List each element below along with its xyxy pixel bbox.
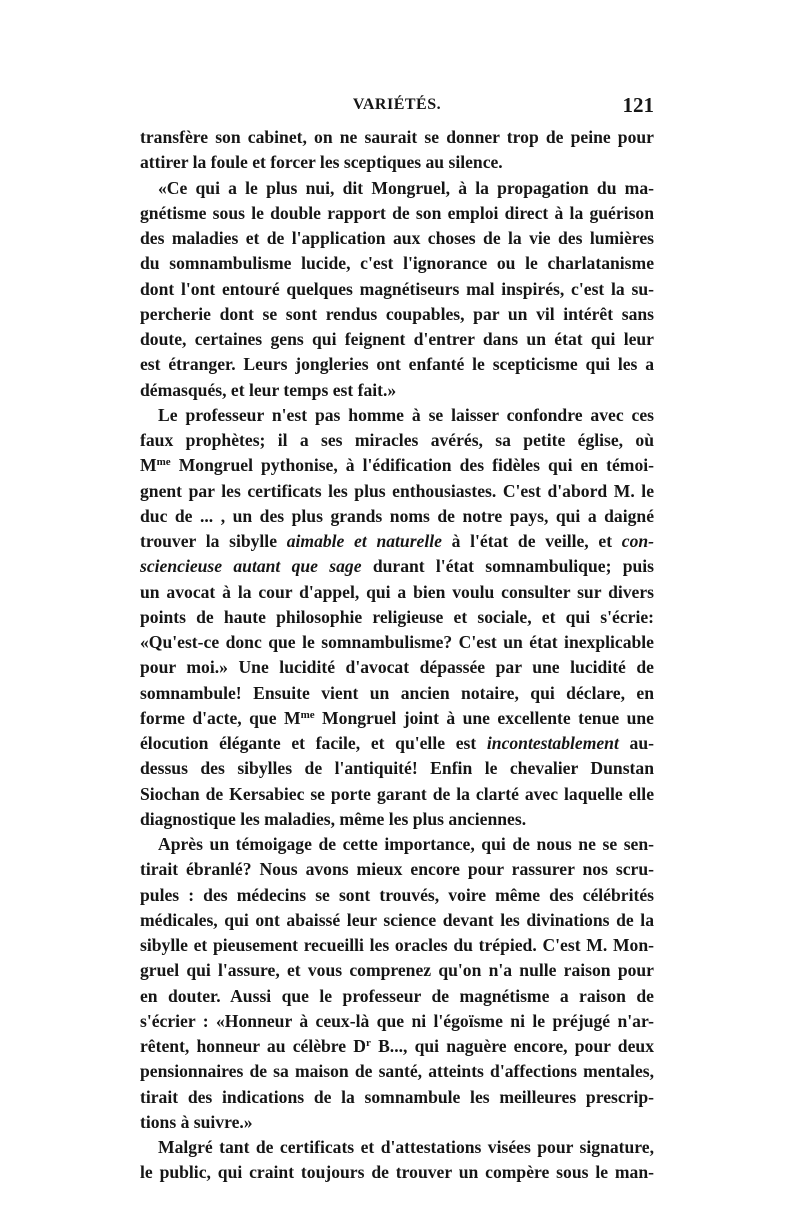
text-line <box>140 756 654 781</box>
text-segment: le public, qui craint toujours de trouver un compère sous le man- <box>140 1162 654 1183</box>
page-number: 121 <box>622 93 654 117</box>
text-segment: points de haute philosophie religieuse et sociale, et qui s'écrie: <box>140 606 654 627</box>
italic-text: aimable et naturelle <box>286 531 442 551</box>
text-segment: du somnambulisme lucide, c'est l'ignorance ou le charlatanisme <box>140 253 654 274</box>
text-line <box>140 378 654 403</box>
text-segment: est étranger. Leurs jongleries ont enfanté le scepticisme qui les a <box>140 354 654 375</box>
italic-text: con- <box>621 531 655 551</box>
text-line <box>140 908 654 933</box>
text-line <box>140 554 654 579</box>
text-line <box>140 782 654 807</box>
text-segment: «Ce qui a le plus nui, dit Mongruel, à la propagation du ma- <box>158 177 654 198</box>
text-line <box>140 630 654 655</box>
text-segment: élocution élégante et facile, et qu'elle est <box>140 733 487 753</box>
text-segment: Le professeur n'est pas homme à se laisser confondre avec ces <box>158 404 654 425</box>
text-segment: dessus des sibylles de l'antiquité! Enfin le chevalier Dunstan <box>140 758 654 779</box>
text-line <box>140 706 654 731</box>
text-line <box>140 302 654 327</box>
text-line <box>140 251 654 276</box>
text-line <box>140 832 654 857</box>
text-line <box>140 1135 654 1160</box>
text-segment: attirer la foule et forcer les sceptiques au silence. <box>140 152 503 173</box>
text-line <box>140 807 654 832</box>
superscript: me <box>156 456 171 469</box>
running-title: VARIÉTÉS. <box>352 96 442 113</box>
text-segment: des maladies et de l'application aux choses de la vie des lumières <box>140 228 654 248</box>
text-line <box>140 605 654 630</box>
text-line <box>140 226 654 251</box>
text-segment: trouver la sibylle <box>140 531 287 551</box>
text-segment: gnent par les certificats les plus enthousiastes. C'est d'abord M. le <box>140 480 654 501</box>
text-line <box>140 479 654 504</box>
text-segment: à l'état de veille, et <box>441 531 622 551</box>
text-segment: en douter. Aussi que le professeur de magnétisme a raison de <box>140 985 654 1006</box>
text-segment: Malgré tant de certificats et d'attestations visées pour signature, <box>158 1137 654 1157</box>
superscript: r <box>366 1037 371 1049</box>
text-line <box>140 150 654 175</box>
text-line <box>140 681 654 706</box>
text-segment: tirait ébranlé? Nous avons mieux encore pour rassurer nos scru- <box>140 859 654 880</box>
italic-text: sciencieuse autant que sage <box>140 556 362 577</box>
text-line <box>140 1009 654 1034</box>
text-segment: durant l'état somnambulique; puis <box>361 556 655 577</box>
text-line <box>140 453 654 478</box>
text-segment: duc de ... , un des plus grands noms de notre pays, qui a daigné <box>140 505 654 526</box>
text-segment: «Qu'est-ce donc que le somnambulisme? C'est un état inexplicable <box>140 632 654 652</box>
text-segment: médicales, qui ont abaissé leur science devant les divinations de la <box>140 909 654 930</box>
text-line <box>140 1110 654 1135</box>
text-line <box>140 125 654 150</box>
italic-text: incontestablement <box>486 733 619 753</box>
text-segment: tirait des indications de la somnambule les meilleures prescrip- <box>140 1086 654 1107</box>
text-segment: au- <box>618 733 654 753</box>
text-line <box>140 277 654 302</box>
text-segment: s'écrier : «Honneur à ceux-là que ni l'égoïsme ni le préjugé n'ar- <box>140 1010 654 1031</box>
text-line <box>140 857 654 882</box>
text-segment: doute, certaines gens qui feignent d'entrer dans un état qui leur <box>140 329 654 349</box>
text-line <box>140 327 654 352</box>
text-line <box>140 428 654 453</box>
text-line <box>140 1034 654 1059</box>
body-text <box>140 125 654 1186</box>
text-segment: Siochan de Kersabiec se porte garant de la clarté avec laquelle elle <box>140 783 654 804</box>
page-header <box>140 93 654 126</box>
text-line <box>140 403 654 428</box>
text-segment: diagnostique les maladies, même les plus anciennes. <box>140 808 527 829</box>
text-line <box>140 529 654 554</box>
text-line <box>140 731 654 756</box>
text-segment: gnétisme sous le double rapport de son emploi direct à la guérison <box>140 202 654 223</box>
text-line <box>140 504 654 529</box>
text-segment: pules : des médecins se sont trouvés, voire même des célébrités <box>140 884 654 905</box>
text-segment: M <box>140 455 157 476</box>
text-segment: pour moi.» Une lucidité d'avocat dépassée par une lucidité de <box>140 657 654 678</box>
text-line <box>140 655 654 680</box>
text-line <box>140 352 654 377</box>
text-segment: Après un témoigage de cette importance, qui de nous ne se sen- <box>158 834 654 854</box>
text-segment: dont l'ont entouré quelques magnétiseurs mal inspirés, c'est la su- <box>140 278 654 299</box>
text-segment: un avocat à la cour d'appel, qui a bien voulu consulter sur divers <box>140 581 654 602</box>
text-line <box>140 1160 654 1185</box>
text-line <box>140 984 654 1009</box>
text-line <box>140 201 654 226</box>
text-segment: transfère son cabinet, on ne saurait se donner trop de peine pour <box>140 127 654 147</box>
text-line <box>140 176 654 201</box>
text-segment: sibylle et pieusement recueilli les oracles du trépied. C'est M. Mon- <box>140 935 654 955</box>
text-line <box>140 933 654 958</box>
text-segment: démasqués, et leur temps est fait.» <box>140 379 397 400</box>
text-line <box>140 958 654 983</box>
text-line <box>140 883 654 908</box>
text-segment: Mongruel joint à une excellente tenue une <box>314 707 654 728</box>
text-segment: gruel qui l'assure, et vous comprenez qu'on n'a nulle raison pour <box>140 960 654 981</box>
text-line <box>140 1059 654 1084</box>
text-segment: tions à suivre.» <box>140 1111 253 1132</box>
text-segment: somnambule! Ensuite vient un ancien notaire, qui déclare, en <box>140 682 654 703</box>
text-segment: rêtent, honneur au célèbre D <box>140 1036 366 1056</box>
text-segment: percherie dont se sont rendus coupables, par un vil intérêt sans <box>140 303 654 324</box>
text-line <box>140 580 654 605</box>
superscript: me <box>300 708 315 721</box>
text-segment: Mongruel pythonise, à l'édification des fidèles qui en témoi- <box>170 455 654 476</box>
text-line <box>140 1085 654 1110</box>
text-segment: pensionnaires de sa maison de santé, atteints d'affections mentales, <box>140 1061 654 1082</box>
text-segment: forme d'acte, que M <box>140 707 301 728</box>
text-segment: faux prophètes; il a ses miracles avérés, sa petite église, où <box>140 430 654 450</box>
text-segment: B..., qui naguère encore, pour deux <box>370 1036 654 1056</box>
